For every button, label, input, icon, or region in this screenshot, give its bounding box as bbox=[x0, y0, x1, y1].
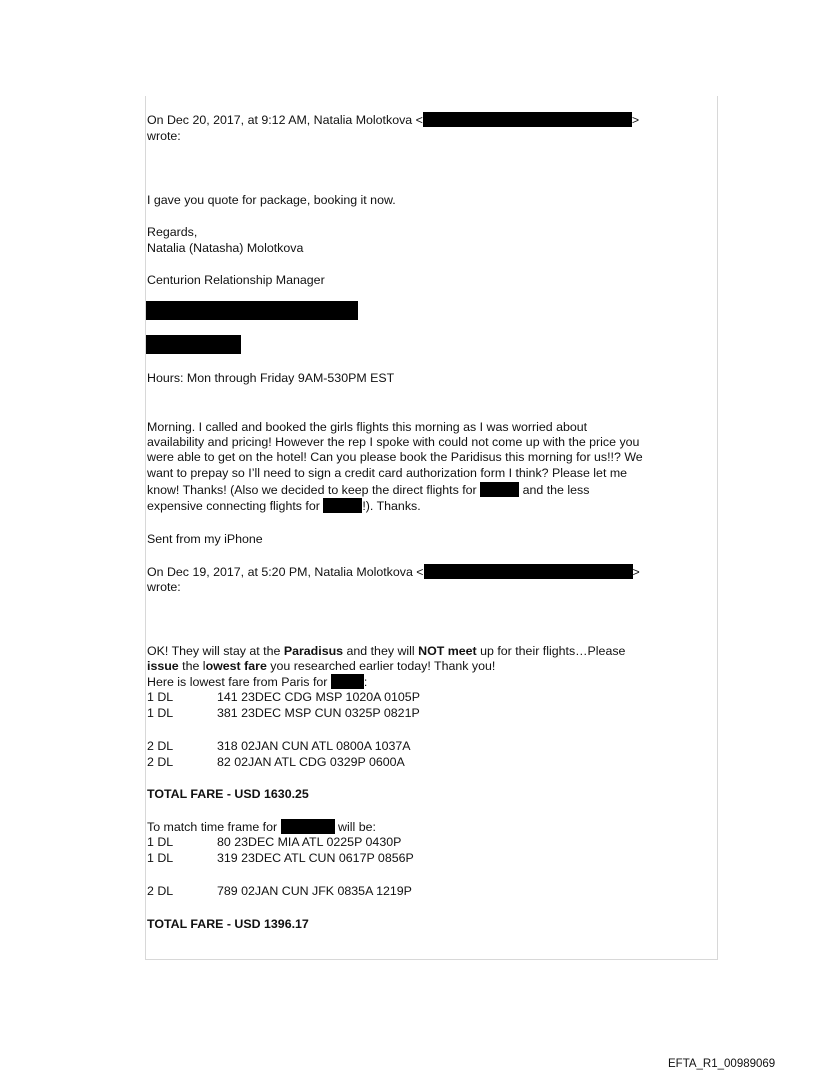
flight-segment: 1 DL bbox=[147, 851, 174, 865]
email2-wrote: wrote: bbox=[147, 580, 181, 594]
text-run-bold: issue bbox=[147, 659, 179, 673]
email1-signature-title: Centurion Relationship Manager bbox=[147, 273, 325, 287]
text-run: To match time frame for bbox=[147, 820, 278, 834]
email1-regards: Regards, bbox=[147, 225, 198, 239]
email2-header bbox=[147, 564, 640, 580]
text-run-bold: Paradisus bbox=[283, 644, 344, 658]
email2-header-prefix: On Dec 19, 2017, at 5:20 PM, Natalia Molotkova < bbox=[147, 565, 424, 579]
redacted-name bbox=[323, 498, 362, 513]
text-run: will be: bbox=[338, 820, 376, 834]
redacted-block bbox=[146, 335, 241, 354]
flight-segment: 1 DL bbox=[147, 706, 174, 720]
email2-line1 bbox=[147, 644, 625, 659]
flight-segment: 1 DL bbox=[147, 690, 174, 704]
email1-header-prefix: On Dec 20, 2017, at 9:12 AM, Natalia Molotkova < bbox=[147, 113, 423, 127]
text-run: OK! They will stay at the bbox=[147, 644, 284, 658]
reply-line: want to prepay so I’ll need to sign a credit card authorization form I think? Please let me bbox=[147, 466, 628, 480]
flight-detail: 319 23DEC ATL CUN 0617P 0856P bbox=[217, 851, 414, 865]
redacted-block bbox=[146, 301, 358, 320]
email2-line3 bbox=[147, 674, 367, 690]
text-run-bold: NOT meet bbox=[418, 644, 477, 658]
reply-line5-start: know! Thanks! (Also we decided to keep the direct flights for bbox=[147, 483, 477, 497]
flight-segment: 2 DL bbox=[147, 739, 174, 753]
email1-wrote: wrote: bbox=[147, 129, 181, 143]
redacted-email bbox=[424, 564, 633, 579]
total-fare-text: TOTAL FARE - USD 1396.17 bbox=[147, 917, 309, 931]
flight-detail: 141 23DEC CDG MSP 1020A 0105P bbox=[217, 690, 420, 704]
redacted-name bbox=[331, 674, 364, 689]
text-run: and they will bbox=[343, 644, 419, 658]
flight-detail: 80 23DEC MIA ATL 0225P 0430P bbox=[217, 835, 402, 849]
text-run-bold: owest fare bbox=[205, 659, 267, 673]
flight-detail: 82 02JAN ATL CDG 0329P 0600A bbox=[217, 755, 405, 769]
flight-detail: 381 23DEC MSP CUN 0325P 0821P bbox=[217, 706, 420, 720]
redacted-name bbox=[480, 482, 519, 497]
reply-line: were able to get on the hotel! Can you please book the Paridisus this morning for us!!? We bbox=[147, 450, 643, 464]
reply-line: availability and pricing! However the rep I spoke with could not come up with the price you bbox=[147, 435, 640, 449]
email1-header bbox=[147, 112, 639, 128]
flight-detail: 318 02JAN CUN ATL 0800A 1037A bbox=[217, 739, 411, 753]
flight-segment: 1 DL bbox=[147, 835, 174, 849]
match-line bbox=[147, 819, 376, 835]
reply-line bbox=[147, 482, 589, 498]
text-run: up for their flights…Please bbox=[476, 644, 626, 658]
text-run: : bbox=[363, 675, 368, 689]
email2-header-suffix: > bbox=[632, 565, 640, 579]
flight-segment: 2 DL bbox=[147, 884, 174, 898]
reply-line: Morning. I called and booked the girls flights this morning as I was worried about bbox=[147, 420, 588, 434]
reply-line bbox=[147, 498, 421, 514]
redacted-email bbox=[423, 112, 632, 127]
reply-line5-end: and the less bbox=[522, 483, 590, 497]
email1-signature-name: Natalia (Natasha) Molotkova bbox=[147, 241, 304, 255]
email2-line2 bbox=[147, 659, 495, 674]
text-run: Here is lowest fare from Paris for bbox=[147, 675, 328, 689]
text-run: you researched earlier today! Thank you! bbox=[266, 659, 496, 673]
email1-header-suffix: > bbox=[631, 113, 640, 127]
flight-segment: 2 DL bbox=[147, 755, 174, 769]
sent-from: Sent from my iPhone bbox=[147, 532, 263, 546]
email1-body: I gave you quote for package, booking it now. bbox=[147, 193, 396, 207]
reply-line6-start: expensive connecting flights for bbox=[147, 499, 320, 513]
text-run: the l bbox=[178, 659, 206, 673]
redacted-name bbox=[281, 819, 335, 834]
total-fare-text: TOTAL FARE - USD 1630.25 bbox=[147, 787, 309, 801]
total-fare bbox=[147, 787, 309, 802]
total-fare bbox=[147, 917, 309, 932]
email1-hours: Hours: Mon through Friday 9AM-530PM EST bbox=[147, 371, 395, 385]
reply-line6-end: !). Thanks. bbox=[362, 499, 421, 513]
document-id: EFTA_R1_00989069 bbox=[668, 1058, 776, 1070]
flight-detail: 789 02JAN CUN JFK 0835A 1219P bbox=[217, 884, 412, 898]
